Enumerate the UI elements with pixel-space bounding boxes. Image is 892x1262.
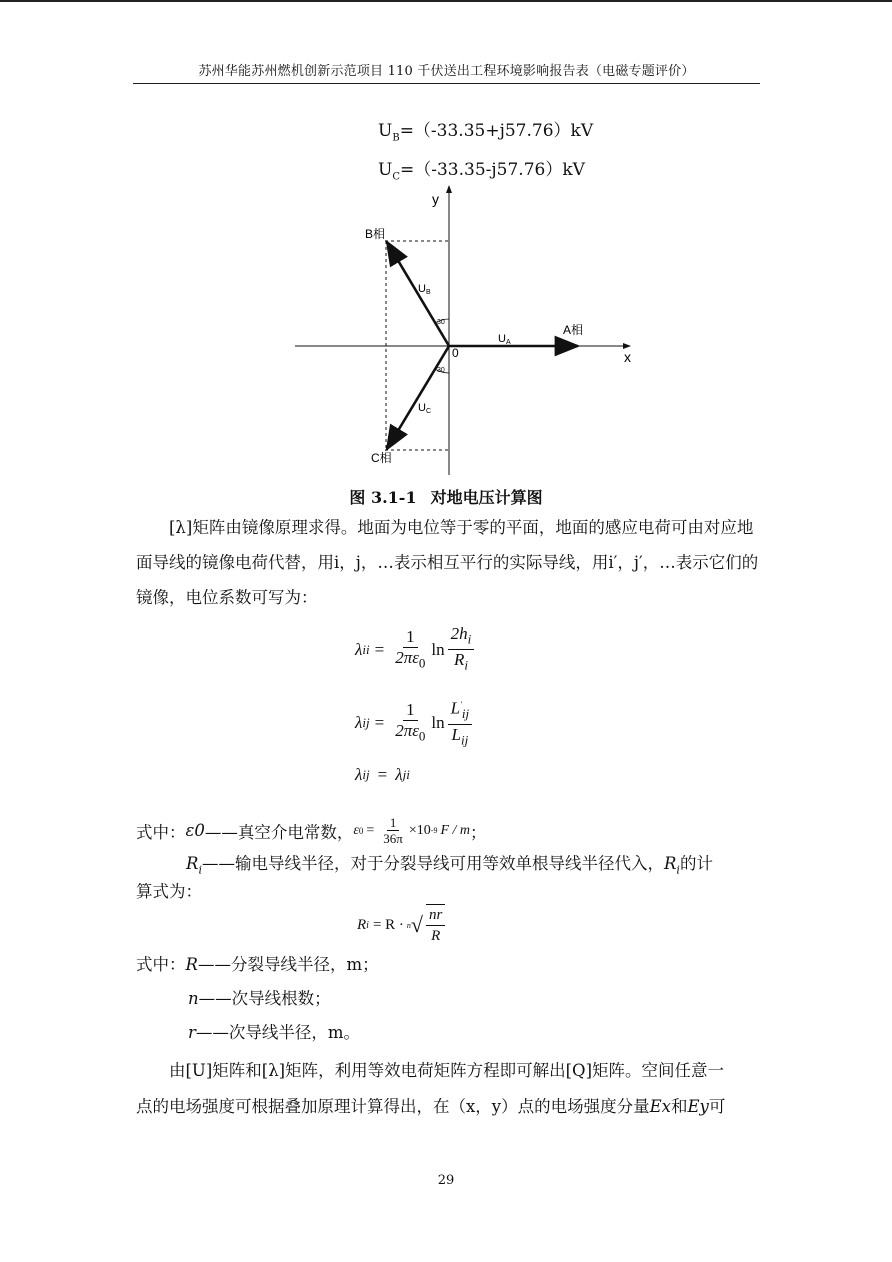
r-definition: r——次导线半径，m。 bbox=[188, 1023, 361, 1042]
uc-symbol: U bbox=[378, 160, 393, 180]
figure-caption bbox=[0, 485, 892, 508]
phase-a-label: A相 bbox=[563, 323, 584, 337]
angle-bottom-label: 30 bbox=[437, 367, 445, 374]
formula-lambda-ij: λ ij = $\frac{1}{2\pi\varepsilon_0}$ ln $\frac{L'_{ij}}{L_{ij}}$ bbox=[355, 695, 475, 750]
formula-lambda-ii: λ ii = $\frac{1}{2\pi\varepsilon_0}$ ln $\frac{2h_i}{R_i}$ bbox=[355, 624, 477, 676]
origin-label: 0 bbox=[452, 346, 459, 360]
phase-b-label: B相 bbox=[365, 227, 386, 241]
formula-lambda-symmetry: λ ij = λ ji bbox=[355, 765, 410, 784]
ub-label: UB bbox=[418, 283, 431, 296]
ri-definition: $R_i——$输电导线半径，对于分裂导线可用等效单根导线半径代入，$R_i$的计 bbox=[186, 854, 713, 877]
paragraph-field-line2: 点的电场强度可根据叠加原理计算得出，在（x，y）点的电场强度分量Ex和Ey可 bbox=[136, 1097, 726, 1116]
ri-definition-cont: 算式为： bbox=[136, 882, 202, 901]
angle-top-label: 30 bbox=[437, 319, 445, 326]
y-axis-label: y bbox=[432, 191, 439, 207]
ub-value: =（-33.35+j57.76）kV bbox=[399, 121, 594, 141]
uc-phasor bbox=[387, 346, 449, 449]
ua-label: UA bbox=[498, 333, 511, 346]
figure-title: 对地电压计算图 bbox=[430, 488, 543, 507]
phase-c-label: C相 bbox=[371, 451, 392, 465]
R-definition: 式中：R——分裂导线半径，m； bbox=[136, 955, 379, 974]
figure-number: 图 3.1-1 bbox=[349, 488, 417, 507]
uc-value: =（-33.35-j57.76）kV bbox=[399, 160, 585, 180]
page-number: 29 bbox=[437, 1173, 455, 1188]
eps-definition: 式中： ε0 ——真空介电常数， ε 0 = $\frac{1}{36\pi}$ ×10 -9 F / m ； bbox=[136, 815, 487, 846]
formula-ri: R i = R · n √ $\frac{nr}{R}$ bbox=[357, 904, 448, 946]
ub-subscript: B bbox=[392, 132, 400, 144]
x-axis-label: x bbox=[624, 349, 631, 365]
ub-symbol: U bbox=[378, 121, 393, 141]
paragraph-lambda-matrix: [λ]矩阵由镜像原理求得。地面为电位等于零的平面，地面的感应电荷可由对应地面导线的镜像电荷代替，用i，j，…表示相互平行的实际导线，用i′，j′，…表示它们的镜像，电位系数可写为： bbox=[136, 518, 759, 607]
paragraph-field-line1: 由[U]矩阵和[λ]矩阵，利用等效电荷矩阵方程即可解出[Q]矩阵。空间任意一 bbox=[169, 1061, 725, 1080]
page-header: 苏州华能苏州燃机创新示范项目 110 千伏送出工程环境影响报告表（电磁专题评价） bbox=[198, 64, 695, 79]
n-definition: n——次导线根数； bbox=[188, 989, 331, 1008]
uc-subscript: C bbox=[392, 171, 400, 183]
uc-label: UC bbox=[418, 402, 432, 415]
